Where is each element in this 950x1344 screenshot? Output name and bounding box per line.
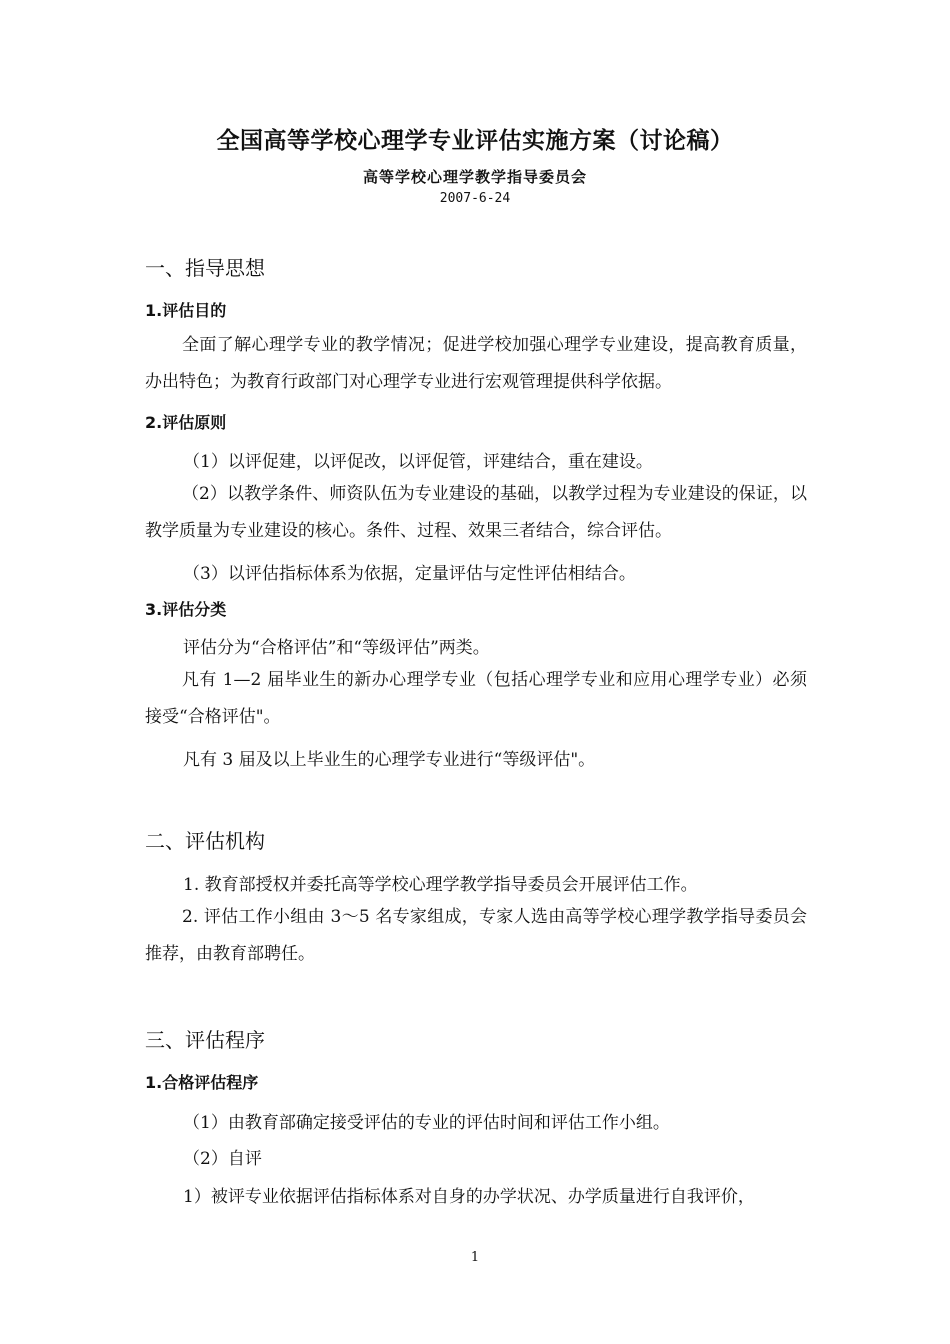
category-item-1: 评估分为“合格评估”和“等级评估”两类。 — [183, 638, 490, 658]
section-heading-procedure: 三、评估程序 — [145, 1028, 265, 1052]
subheading-categories: 3.评估分类 — [145, 600, 227, 619]
section-heading-organization: 二、评估机构 — [145, 829, 265, 853]
page-number: 1 — [470, 1250, 480, 1265]
procedure-item-2: （2）自评 — [183, 1149, 262, 1169]
subheading-principles: 2.评估原则 — [145, 413, 227, 432]
procedure-item-3: 1）被评专业依据评估指标体系对自身的办学状况、办学质量进行自我评价， — [183, 1187, 755, 1207]
category-item-3: 凡有 3 届及以上毕业生的心理学专业进行“等级评估"。 — [183, 750, 596, 770]
principle-item-2: （2）以教学条件、师资队伍为专业建设的基础，以教学过程为专业建设的保证，以教学质量为专业建设的核心。条件、过程、效果三者结合，综合评估。 — [145, 484, 807, 541]
document-date: 2007-6-24 — [439, 191, 511, 206]
document-author: 高等学校心理学教学指导委员会 — [362, 168, 587, 186]
paragraph-purpose: 全面了解心理学专业的教学情况；促进学校加强心理学专业建设，提高教育质量，办出特色；为教育行政部门对心理学专业进行宏观管理提供科学依据。 — [145, 335, 807, 392]
subheading-purpose: 1.评估目的 — [145, 301, 227, 320]
document-title: 全国高等学校心理学专业评估实施方案（讨论稿） — [216, 128, 734, 154]
organization-item-2: 2. 评估工作小组由 3～5 名专家组成，专家人选由高等学校心理学教学指导委员会推荐，由教育部聘任。 — [145, 907, 807, 964]
principle-item-1: （1）以评促建，以评促改，以评促管，评建结合，重在建设。 — [183, 452, 653, 472]
category-item-2: 凡有 1—2 届毕业生的新办心理学专业（包括心理学专业和应用心理学专业）必须接受“合格评估"。 — [145, 670, 807, 727]
organization-item-1: 1. 教育部授权并委托高等学校心理学教学指导委员会开展评估工作。 — [183, 875, 698, 895]
subheading-qualified-procedure: 1.合格评估程序 — [145, 1073, 259, 1092]
procedure-item-1: （1）由教育部确定接受评估的专业的评估时间和评估工作小组。 — [183, 1113, 670, 1133]
section-heading-guiding-thought: 一、指导思想 — [145, 256, 265, 280]
principle-item-3: （3）以评估指标体系为依据，定量评估与定性评估相结合。 — [183, 564, 636, 584]
